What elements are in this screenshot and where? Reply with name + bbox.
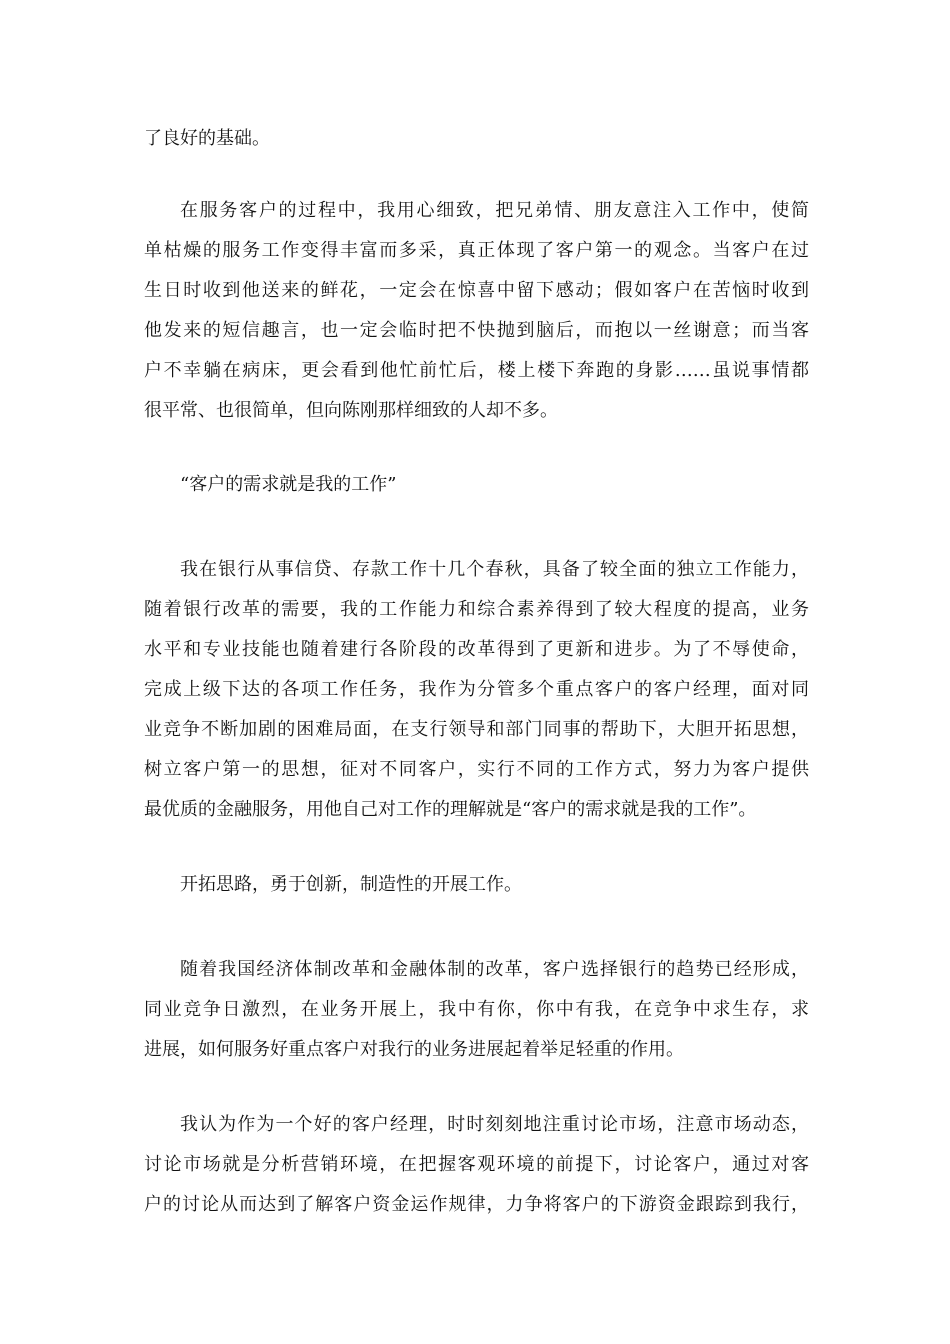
text-line: 户的讨论从而达到了解客户资金运作规律，力争将客户的下游资金跟踪到我行， bbox=[144, 1194, 809, 1215]
text-line: 讨论市场就是分析营销环境，在把握客观环境的前提下，讨论客户，通过对客 bbox=[144, 1154, 809, 1175]
text-line: 树立客户第一的思想，征对不同客户，实行不同的工作方式，努力为客户提供 bbox=[144, 759, 809, 780]
text-line: 完成上级下达的各项工作任务，我作为分管多个重点客户的客户经理，面对同 bbox=[144, 679, 809, 700]
paragraph-first-line: 我在银行从事信贷、存款工作十几个春秋，具备了较全面的独立工作能力， bbox=[180, 559, 809, 580]
text-line: 单枯燥的服务工作变得丰富而多采，真正体现了客户第一的观念。当客户在过 bbox=[144, 240, 809, 261]
text-line: 水平和专业技能也随着建行各阶段的改革得到了更新和进步。为了不辱使命， bbox=[144, 639, 809, 660]
text-line: 业竞争不断加剧的困难局面，在支行领导和部门同事的帮助下，大胆开拓思想， bbox=[144, 719, 809, 740]
paragraph-first-line: 在服务客户的过程中，我用心细致，把兄弟情、朋友意注入工作中，使简 bbox=[180, 200, 809, 221]
section-heading: 开拓思路，勇于创新，制造性的开展工作。 bbox=[180, 874, 522, 895]
section-heading: “客户的需求就是我的工作” bbox=[180, 474, 397, 495]
paragraph-first-line: 我认为作为一个好的客户经理，时时刻刻地注重讨论市场，注意市场动态， bbox=[180, 1114, 809, 1135]
text-line: 最优质的金融服务，用他自己对工作的理解就是“客户的需求就是我的工作”。 bbox=[144, 799, 757, 820]
text-line: 生日时收到他送来的鲜花，一定会在惊喜中留下感动；假如客户在苦恼时收到 bbox=[144, 280, 809, 301]
text-line: 很平常、也很简单，但向陈刚那样细致的人却不多。 bbox=[144, 400, 558, 421]
text-line: 了良好的基础。 bbox=[144, 128, 270, 149]
paragraph-first-line: 随着我国经济体制改革和金融体制的改革，客户选择银行的趋势已经形成， bbox=[180, 959, 809, 980]
text-line: 户不幸躺在病床，更会看到他忙前忙后，楼上楼下奔跑的身影……虽说事情都 bbox=[144, 360, 809, 381]
text-line: 他发来的短信趣言，也一定会临时把不快抛到脑后，而抱以一丝谢意；而当客 bbox=[144, 320, 809, 341]
text-line: 进展，如何服务好重点客户对我行的业务进展起着举足轻重的作用。 bbox=[144, 1039, 684, 1060]
text-line: 同业竞争日激烈，在业务开展上，我中有你，你中有我，在竞争中求生存，求 bbox=[144, 999, 809, 1020]
text-line: 随着银行改革的需要，我的工作能力和综合素养得到了较大程度的提高，业务 bbox=[144, 599, 809, 620]
